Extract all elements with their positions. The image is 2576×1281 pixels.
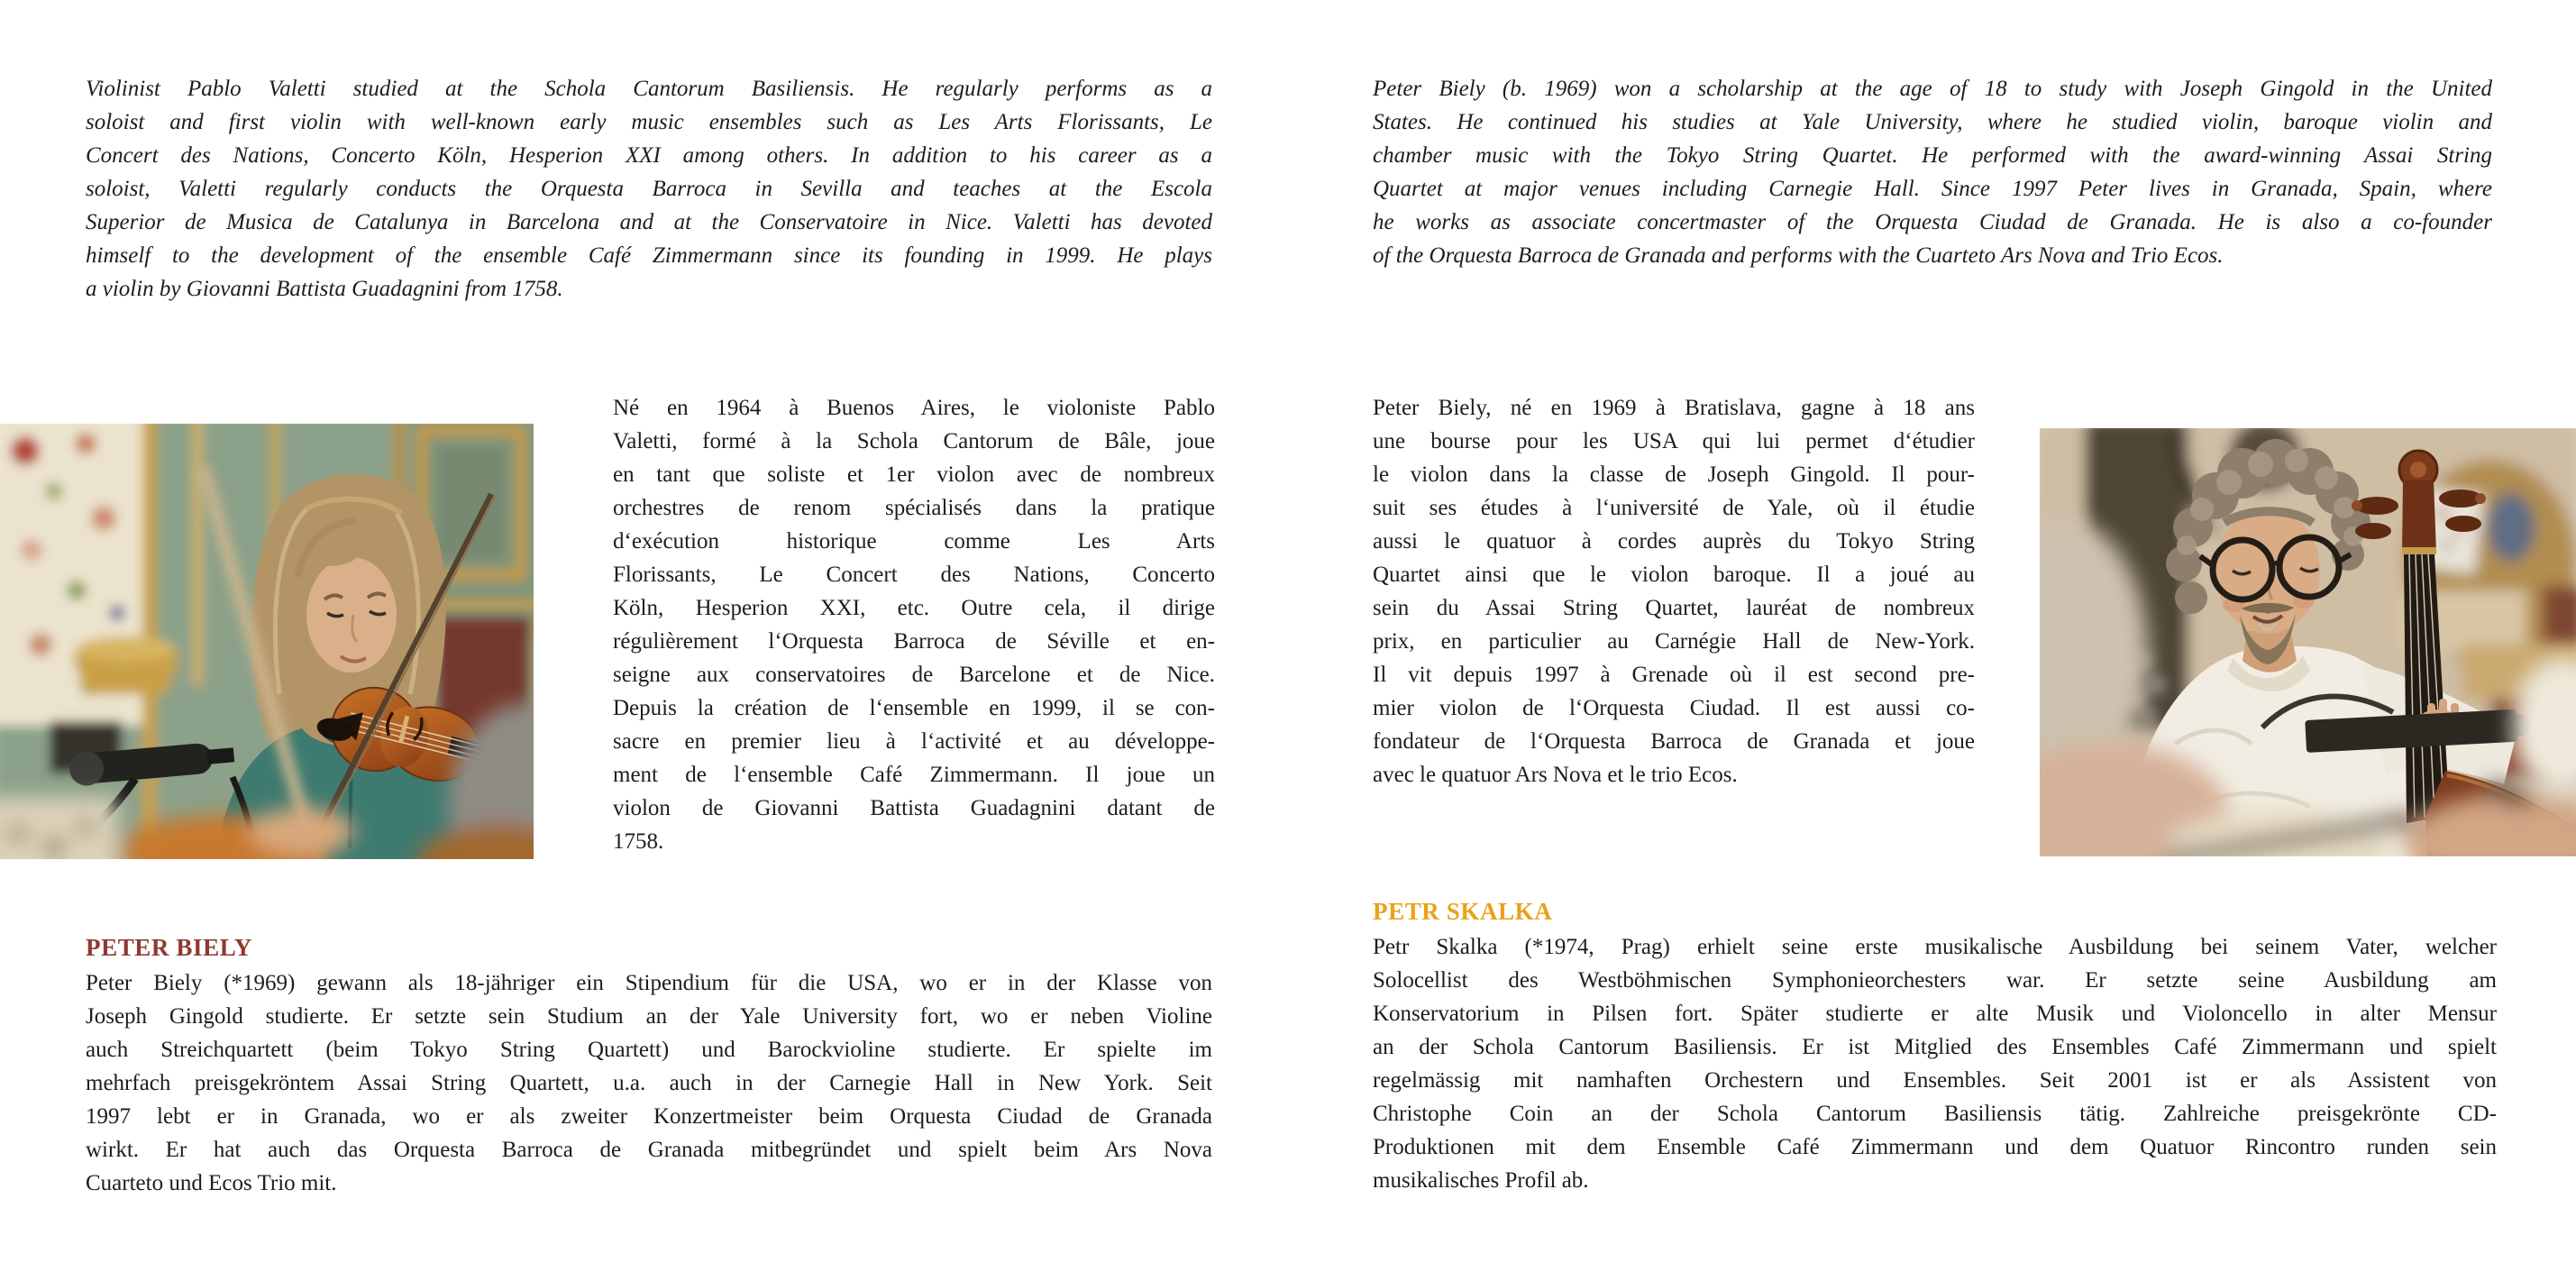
- cellist-illustration: [2040, 428, 2576, 856]
- text-line: 1758.: [613, 829, 664, 854]
- valetti-bio-english: [86, 72, 1212, 306]
- text-line: violon de Giovanni Battista Guadagnini datant de: [613, 796, 1215, 820]
- text-line: Il vit depuis 1997 à Grenade où il est second pre-: [1373, 663, 1975, 687]
- text-line: mehrfach preisgekröntem Assai String Quartett, u.a. auch in der Carnegie Hall in New York. Seit: [86, 1071, 1212, 1095]
- text-line: Peter Biely, né en 1969 à Bratislava, gagne à 18 ans: [1373, 396, 1975, 420]
- text-line: Petr Skalka (*1974, Prag) erhielt seine erste musikalische Ausbildung bei seinem Vater, welcher: [1373, 935, 2497, 959]
- biely-bio-english: [1373, 72, 2492, 272]
- text-line: Produktionen mit dem Ensemble Café Zimmermann und dem Quatuor Rincontro runden sein: [1373, 1135, 2497, 1159]
- text-line: suit ses études à l‘université de Yale, où il étudie: [1373, 496, 1975, 520]
- text-line: sein du Assai String Quartet, lauréat de nombreux: [1373, 596, 1975, 620]
- text-line: le violon dans la classe de Joseph Gingold. Il pour-: [1373, 462, 1975, 487]
- text-line: ment de l‘ensemble Café Zimmermann. Il joue un: [613, 763, 1215, 787]
- text-line: Köln, Hesperion XXI, etc. Outre cela, il dirige: [613, 596, 1215, 620]
- text-line: en tant que soliste et 1er violon avec de nombreux: [613, 462, 1215, 487]
- text-line: 1997 lebt er in Granada, wo er als zweiter Konzertmeister beim Orquesta Ciudad de Granada: [86, 1104, 1212, 1129]
- text-line: Florissants, Le Concert des Nations, Concerto: [613, 563, 1215, 587]
- text-line: prix, en particulier au Carnégie Hall de New-York.: [1373, 629, 1975, 654]
- skalka-photo: [2040, 428, 2576, 856]
- text-line: avec le quatuor Ars Nova et le trio Ecos.: [1373, 763, 1738, 787]
- text-line: Joseph Gingold studierte. Er setzte sein Studium an der Yale University fort, wo er neben Violine: [86, 1004, 1212, 1029]
- text-line: himself to the development of the ensemble Café Zimmermann since its founding in 1999. He plays: [86, 243, 1212, 268]
- text-line: musikalisches Profil ab.: [1373, 1168, 1589, 1193]
- text-line: Peter Biely (b. 1969) won a scholarship at the age of 18 to study with Joseph Gingold in the United: [1373, 77, 2492, 101]
- text-line: soloist and first violin with well-known early music ensembles such as Les Arts Florissants, Le: [86, 110, 1212, 134]
- valetti-bio-french: [613, 391, 1215, 858]
- text-line: sacre en premier lieu à l‘activité et au développe-: [613, 729, 1215, 754]
- text-line: he works as associate concertmaster of the Orquesta Ciudad de Granada. He is also a co-founder: [1373, 210, 2492, 234]
- biely-bio-german: [86, 966, 1212, 1200]
- text-line: seigne aux conservatoires de Barcelone et de Nice.: [613, 663, 1215, 687]
- text-line: Peter Biely (*1969) gewann als 18-jähriger ein Stipendium für die USA, wo er in der Klasse von: [86, 971, 1212, 995]
- text-line: régulièrement l‘Orquesta Barroca de Séville et en-: [613, 629, 1215, 654]
- text-line: chamber music with the Tokyo String Quartet. He performed with the award-winning Assai String: [1373, 143, 2492, 168]
- petr-skalka-heading: PETR SKALKA: [1373, 898, 1553, 925]
- peter-biely-heading: PETER BIELY: [86, 934, 252, 961]
- text-line: soloist, Valetti regularly conducts the Orquesta Barroca in Sevilla and teaches at the Escola: [86, 177, 1212, 201]
- text-line: regelmässig mit namhaften Orchestern und Ensembles. Seit 2001 ist er als Assistent von: [1373, 1068, 2497, 1093]
- text-line: wirkt. Er hat auch das Orquesta Barroca de Granada mitbegründet und spielt beim Ars Nova: [86, 1138, 1212, 1162]
- text-line: Cuarteto und Ecos Trio mit.: [86, 1171, 337, 1195]
- text-line: States. He continued his studies at Yale University, where he studied violin, baroque violin and: [1373, 110, 2492, 134]
- text-line: fondateur de l‘Orquesta Barroca de Granada et joue: [1373, 729, 1975, 754]
- violinist-illustration: [0, 424, 534, 859]
- text-line: auch Streichquartett (beim Tokyo String Quartett) und Barockvioline studierte. Er spielte im: [86, 1038, 1212, 1062]
- text-line: Superior de Musica de Catalunya in Barcelona and at the Conservatoire in Nice. Valetti has devoted: [86, 210, 1212, 234]
- text-line: aussi le quatuor à cordes auprès du Tokyo String: [1373, 529, 1975, 554]
- text-line: Valetti, formé à la Schola Cantorum de Bâle, joue: [613, 429, 1215, 453]
- text-line: of the Orquesta Barroca de Granada and performs with the Cuarteto Ars Nova and Trio Ecos.: [1373, 243, 2224, 268]
- text-line: Quartet at major venues including Carnegie Hall. Since 1997 Peter lives in Granada, Spain, where: [1373, 177, 2492, 201]
- text-line: une bourse pour les USA qui lui permet d‘étudier: [1373, 429, 1975, 453]
- text-line: a violin by Giovanni Battista Guadagnini from 1758.: [86, 277, 563, 301]
- text-line: Depuis la création de l‘ensemble en 1999, il se con-: [613, 696, 1215, 720]
- text-line: Né en 1964 à Buenos Aires, le violoniste Pablo: [613, 396, 1215, 420]
- text-line: Concert des Nations, Concerto Köln, Hesperion XXI among others. In addition to his career as a: [86, 143, 1212, 168]
- text-line: orchestres de renom spécialisés dans la pratique: [613, 496, 1215, 520]
- skalka-bio-german: [1373, 930, 2497, 1197]
- text-line: Konservatorium in Pilsen fort. Später studierte er alte Musik und Violoncello in alter Mensur: [1373, 1002, 2497, 1026]
- text-line: Violinist Pablo Valetti studied at the Schola Cantorum Basiliensis. He regularly performs as a: [86, 77, 1212, 101]
- text-line: d‘exécution historique comme Les Arts: [613, 529, 1215, 554]
- text-line: Christophe Coin an der Schola Cantorum Basiliensis tätig. Zahlreiche preisgekrönte CD-: [1373, 1102, 2497, 1126]
- text-line: mier violon de l‘Orquesta Ciudad. Il est aussi co-: [1373, 696, 1975, 720]
- text-line: Solocellist des Westböhmischen Symphonieorchesters war. Er setzte seine Ausbildung am: [1373, 968, 2497, 993]
- text-line: Quartet ainsi que le violon baroque. Il a joué au: [1373, 563, 1975, 587]
- text-line: an der Schola Cantorum Basiliensis. Er ist Mitglied des Ensembles Café Zimmermann und spielt: [1373, 1035, 2497, 1059]
- biely-bio-french: [1373, 391, 1975, 791]
- valetti-photo: [0, 424, 534, 859]
